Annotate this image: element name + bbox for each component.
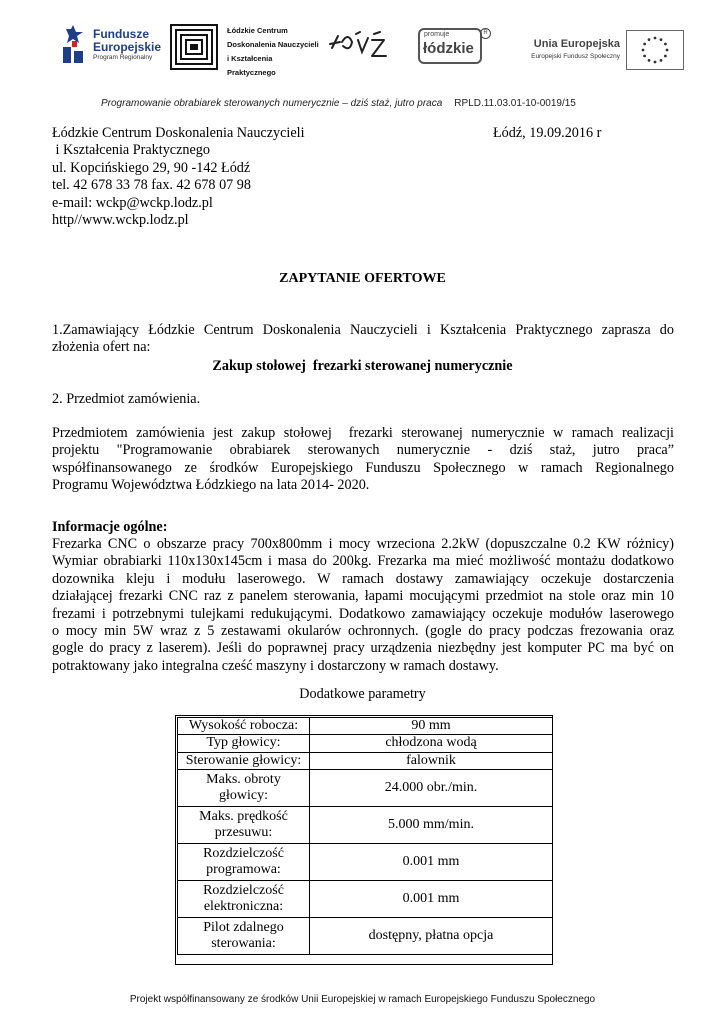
project-header-line (101, 98, 661, 109)
paragraph-line: frezami i potrzebnymi tulejkami redukującymi. Dodatkowo zamawiający oczekuje modułów laserowego (52, 605, 674, 622)
param-value: chłodzona wodą (310, 735, 553, 752)
sender-line: e-mail: wckp@wckp.lodz.pl (52, 194, 213, 211)
param-value: dostępny, płatna opcja (310, 918, 553, 955)
lcdnikp-line-3: i Kształcenia Praktycznego (227, 54, 276, 77)
sender-line: tel. 42 678 33 78 fax. 42 678 07 98 (52, 177, 251, 194)
paragraph-line: złożenia ofert na: (52, 339, 151, 356)
fe-title-1: Fundusze (93, 27, 149, 41)
project-title: Programowanie obrabiarek sterowanych numerycznie – dziś staż, jutro praca (101, 98, 443, 109)
paragraph-line: Przedmiotem zamówienia jest zakup stołowej frezarki sterowanej numerycznie w ramach realizacji (52, 425, 674, 441)
fe-star-icon (60, 25, 90, 65)
lcdnikp-line-1: Łódzkie Centrum (227, 26, 288, 35)
promuje-small: promuje (424, 31, 450, 38)
paragraph-line: Wymiar obrabiarki 110x130x145cm i masa do 200kg. Frezarka ma mieć możliwość montażu dodatkowo (52, 553, 674, 570)
table-row (178, 718, 553, 735)
param-value: 5.000 mm/min. (310, 807, 553, 844)
param-value: 90 mm (310, 718, 553, 735)
fundusze-europejskie-logo (60, 22, 170, 70)
lodz-signature-icon (328, 30, 398, 62)
param-value: 0.001 mm (310, 844, 553, 881)
param-label: Maks. prędkość przesuwu: (178, 807, 310, 844)
ue-subtitle: Europejski Fundusz Społeczny (531, 53, 620, 60)
registered-mark-icon: R (480, 28, 491, 39)
param-label: Wysokość robocza: (178, 718, 310, 735)
param-label: Typ głowicy: (178, 735, 310, 752)
document-date: Łódź, 19.09.2016 r (493, 125, 602, 141)
ue-title: Unia Europejska (533, 38, 620, 50)
paragraph-line: gogle do pracy z laserem). Jeśli do poprawnej pracy urządzenia niezbędny jest komputer PC ma być on (52, 640, 674, 657)
sender-line: ul. Kopcińskiego 29, 90 -142 Łódź (52, 159, 251, 176)
paragraph-line: działającej frezarki CNC raz z panelem sterowania, łapami mocującymi przedmiot na stole oraz min 10 (52, 588, 674, 605)
sender-line: http//www.wckp.lodz.pl (52, 212, 189, 229)
table-caption: Dodatkowe parametry (299, 686, 426, 702)
project-code: RPLD.11.03.01-10-0019/15 (454, 98, 576, 109)
table-row (178, 752, 553, 769)
param-label: Rozdzielczość elektroniczna: (178, 881, 310, 918)
paragraph-line: 1.Zamawiający Łódzkie Centrum Doskonalenia Nauczycieli i Kształcenia Praktycznego zaprasza do (52, 322, 674, 338)
table-row (178, 844, 553, 881)
fe-title-2: Europejskie (93, 39, 162, 54)
param-value: falownik (310, 752, 553, 769)
parameters-table (177, 717, 553, 955)
page-footer: Projekt współfinansowany ze środków Unii Europejskiej w ramach Europejskiego Funduszu Społecznego (129, 994, 596, 1005)
paragraph-line: Frezarka CNC o obszarze pracy 700x800mm i mocy wrzeciona 2.2kW (dopuszczalne 0.2 KW różnicy) (52, 536, 674, 552)
param-label: Sterowanie głowicy: (178, 752, 310, 769)
param-value: 0.001 mm (310, 881, 553, 918)
unia-europejska-logo (518, 30, 684, 70)
order-subject: Zakup stołowej frezarki sterowanej numerycznie (212, 358, 513, 374)
purpose-paragraph (52, 425, 674, 495)
lcdnikp-logo (170, 24, 320, 77)
param-label: Maks. obroty głowicy: (178, 770, 310, 807)
lcdnikp-square-icon (170, 24, 220, 72)
lodz-city-logo (328, 30, 398, 62)
section-2-heading: 2. Przedmiot zamówienia. (52, 391, 201, 407)
promuje-lodzkie-logo (418, 28, 490, 64)
param-label: Rozdzielczość programowa: (178, 844, 310, 881)
table-row (178, 735, 553, 752)
paragraph-line: projektu "Programowanie obrabiarek sterowanych numerycznie - dziś staż, jutro praca” (52, 442, 674, 459)
table-row (178, 770, 553, 807)
paragraph-line: potraktowany jako integralna cześć maszyny i dostarczony w ramach dostawy. (52, 657, 499, 674)
general-info-heading: Informacje ogólne: (52, 519, 168, 535)
general-info-paragraph (52, 536, 674, 675)
table-row (178, 807, 553, 844)
paragraph-line: Programu Województwa Łódzkiego na lata 2014- 2020. (52, 477, 370, 494)
document-title: ZAPYTANIE OFERTOWE (279, 271, 446, 286)
sender-line: Łódzkie Centrum Doskonalenia Nauczycieli (52, 125, 305, 141)
eu-flag-icon (626, 30, 684, 70)
param-label: Pilot zdalnego sterowania: (178, 918, 310, 955)
table-row (178, 881, 553, 918)
paragraph-line: o mocy min 5W wraz z 5 zestawami okularów ochronnych. (gogle do pracy podczas frezowania oraz (52, 623, 674, 640)
fe-subtitle: Program Regionalny (93, 54, 153, 62)
logo-strip (0, 0, 725, 88)
sender-line: i Kształcenia Praktycznego (52, 142, 210, 159)
param-value: 24.000 obr./min. (310, 770, 553, 807)
section-1-paragraph (52, 322, 674, 357)
lcdnikp-line-2: Doskonalenia Nauczycieli (227, 40, 319, 49)
sender-address (52, 125, 372, 229)
table-row (178, 918, 553, 955)
promuje-big: łódzkie (423, 40, 474, 57)
paragraph-line: dozownika kleju i modułu laserowego. W ramach dostawy zamawiający oczekuje dostarczenia (52, 570, 674, 587)
paragraph-line: współfinansowanego ze środków Europejskiego Funduszu Społecznego w ramach Regionalnego (52, 459, 674, 476)
